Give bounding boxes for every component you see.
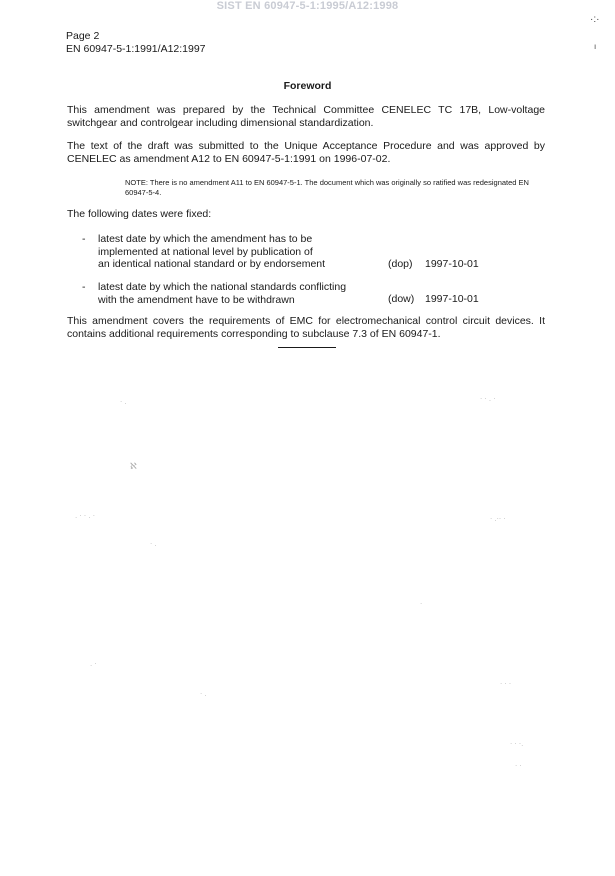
closing-rule bbox=[278, 347, 336, 348]
scan-speck: · bbox=[420, 600, 423, 608]
list-item-line: latest date by which the amendment has to be bbox=[98, 233, 313, 245]
note: NOTE: There is no amendment A11 to EN 60947-5-1. The document which was originally so ratified was redesignated EN 60947-5-4. bbox=[125, 178, 529, 197]
document-id: EN 60947-5-1:1991/A12:1997 bbox=[66, 43, 206, 55]
scan-mark: ı bbox=[594, 42, 597, 51]
list-item-dow bbox=[98, 281, 388, 306]
paragraph-approval: The text of the draft was submitted to the Unique Acceptance Procedure and was approved by CENELEC as amendment A12 to EN 60947-5-1:1991 on 1996-07-02. bbox=[67, 140, 545, 165]
date-value: 1997-10-01 bbox=[425, 258, 479, 270]
list-item-dop bbox=[98, 233, 388, 271]
list-item-line: implemented at national level by publication of bbox=[98, 245, 313, 258]
scan-speck: ℵ bbox=[130, 462, 137, 472]
scan-speck: · .·· · bbox=[490, 515, 506, 523]
scan-speck: · · ·. bbox=[510, 740, 524, 748]
scan-speck: · · . · bbox=[480, 395, 496, 403]
list-item-line: with the amendment have to be withdrawn bbox=[98, 293, 295, 306]
list-item-line: latest date by which the national standards conflicting bbox=[98, 281, 347, 293]
scan-speck: · . bbox=[200, 690, 207, 698]
section-title: Foreword bbox=[283, 80, 332, 92]
date-abbreviation: (dop) bbox=[388, 258, 413, 270]
paragraph-dates-intro: The following dates were fixed: bbox=[67, 208, 212, 220]
date-value: 1997-10-01 bbox=[425, 293, 479, 305]
scan-mark: ·:· bbox=[590, 14, 600, 25]
scan-speck: · · · bbox=[500, 680, 512, 688]
scan-speck: . · · . · bbox=[75, 512, 96, 520]
page-number: Page 2 bbox=[66, 30, 100, 42]
scan-speck: · . bbox=[150, 540, 157, 548]
paragraph-prepared-by: This amendment was prepared by the Technical Committee CENELEC TC 17B, Low-voltage switchgear and controlgear including dimensional standardization. bbox=[67, 104, 545, 129]
scan-speck: · . bbox=[120, 398, 127, 406]
paragraph-scope: This amendment covers the requirements of EMC for electromechanical control circuit devices. It contains additional requirements corresponding to subclause 7.3 of EN 60947-1. bbox=[67, 315, 545, 340]
page-header bbox=[66, 30, 206, 56]
list-bullet: - bbox=[82, 281, 86, 293]
list-bullet: - bbox=[82, 233, 86, 245]
date-abbreviation: (dow) bbox=[388, 293, 415, 305]
list-item-line: an identical national standard or by endorsement bbox=[98, 258, 326, 270]
scan-speck: · · bbox=[515, 762, 522, 770]
watermark: SIST EN 60947-5-1:1995/A12:1998 bbox=[216, 0, 399, 12]
scan-speck: . · bbox=[90, 660, 97, 668]
